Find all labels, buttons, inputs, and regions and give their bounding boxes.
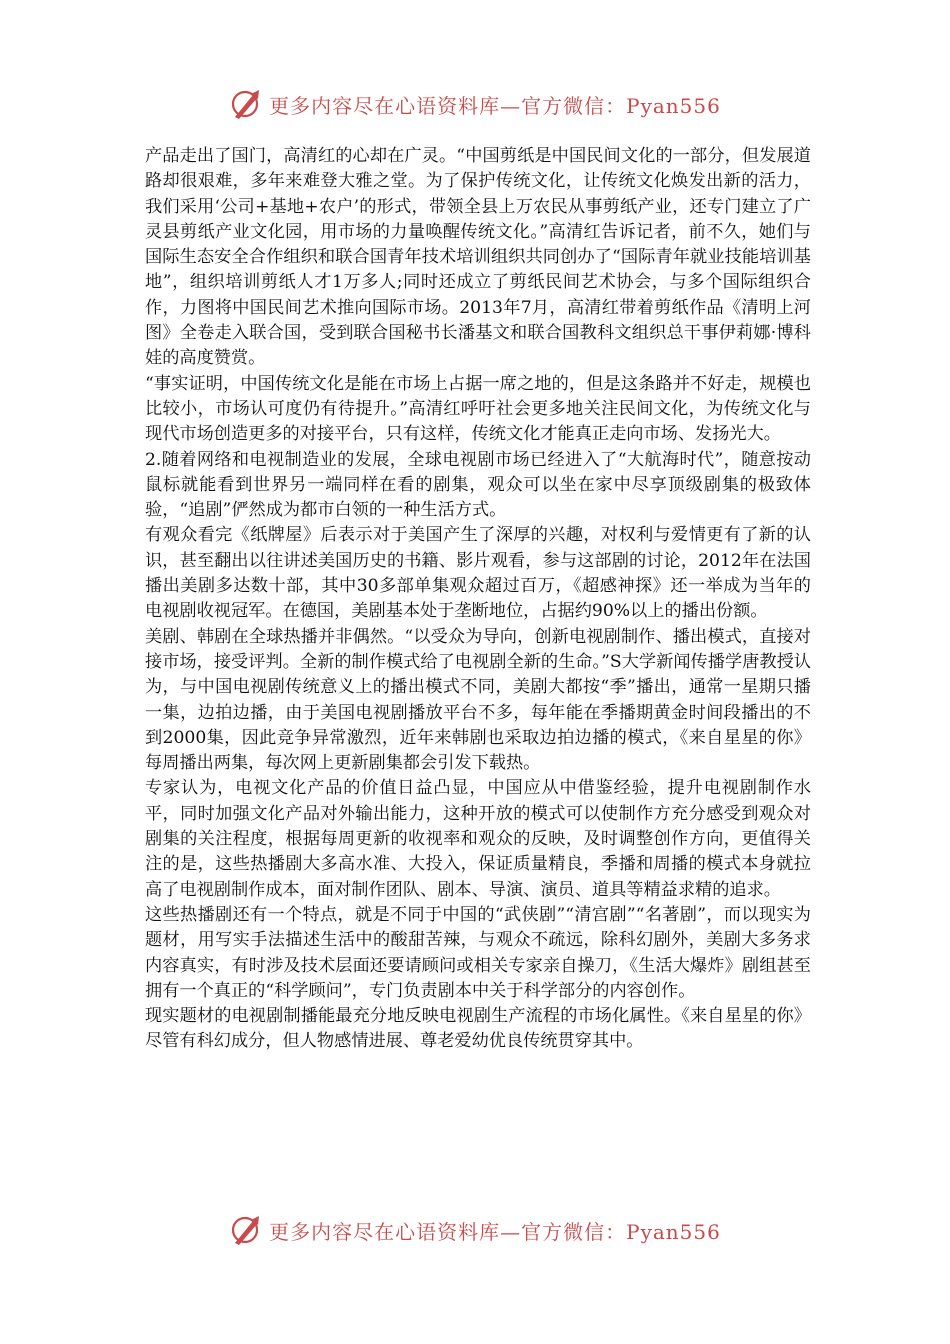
- paragraph: 专家认为，电视文化产品的价值日益凸显，中国应从中借鉴经验，提升电视剧制作水平，同时加强文化产品对外输出能力，这种开放的模式可以使制作方充分感受到观众对剧集的关注程度，根据每周更新的收视率和观众的反映，及时调整创作方向，更值得关注的是，这些热播剧大多高水准、大投入，保证质量精良，季播和周播的模式本身就拉高了电视剧制作成本，面对制作团队、剧本、导演、演员、道具等精益求精的追求。: [145, 778, 811, 900]
- paragraph: 现实题材的电视剧制播能最充分地反映电视剧生产流程的市场化属性。《来自星星的你》尽管有科幻成分，但人物感情进展、尊老爱幼优良传统贯穿其中。: [145, 1006, 811, 1052]
- paragraph: “事实证明，中国传统文化是能在市场上占据一席之地的，但是这条路并不好走，规模也比较小，市场认可度仍有待提升。”高清红呼吁社会更多地关注民间文化，为传统文化与现代市场创造更多的对接平台，只有这样，传统文化才能真正走向市场、发扬光大。: [145, 373, 811, 445]
- paragraph: 美剧、韩剧在全球热播并非偶然。“以受众为导向，创新电视剧制作、播出模式，直接对接市场，接受评判。全新的制作模式给了电视剧全新的生命。”S大学新闻传播学唐教授认为，与中国电视剧传统意义上的播出模式不同，美剧大都按“季”播出，通常一星期只播一集，边拍边播，由于美国电视剧播放平台不多，每年能在季播期黄金时间段播出的不到2000集，因此竞争异常激烈，近年来韩剧也采取边拍边播的模式，《来自星星的你》每周播出两集，每次网上更新剧集都会引发下载热。: [145, 626, 811, 774]
- paragraph: 产品走出了国门，高清红的心却在广灵。“中国剪纸是中国民间文化的一部分，但发展道路却很艰难，多年来难登大雅之堂。为了保护传统文化，让传统文化焕发出新的活力，我们采用‘公司+基地+农户’的形式，带领全县上万农民从事剪纸产业，还专门建立了广灵县剪纸产业文化园，用市场的力量唤醒传统文化。”高清红告诉记者，前不久，她们与国际生态安全合作组织和联合国青年技术培训组织共同创办了“国际青年就业技能培训基地”，组织培训剪纸人才1万多人;同时还成立了剪纸民间艺术协会，与多个国际组织合作，力图将中国民间艺术推向国际市场。2013年7月，高清红带着剪纸作品《清明上河图》全卷走入联合国，受到联合国秘书长潘基文和联合国教科文组织总干事伊莉娜·博科娃的高度赞赏。: [145, 146, 811, 369]
- footer-watermark-text: 更多内容尽在心语资料库—官方微信：Pyan556: [269, 1219, 721, 1244]
- paragraph: 这些热播剧还有一个特点，就是不同于中国的“武侠剧”“清宫剧”“名著剧”，而以现实为题材，用写实手法描述生活中的酸甜苦辣，与观众不疏远，除科幻剧外，美剧大多务求内容真实，有时涉及技术层面还要请顾问或相关专家亲自操刀，《生活大爆炸》剧组甚至拥有一个真正的“科学顾问”，专门负责剧本中关于科学部分的内容创作。: [145, 904, 811, 1001]
- footer-watermark: [0, 1210, 950, 1250]
- pen-logo-icon: [229, 1213, 263, 1247]
- header-watermark-text: 更多内容尽在心语资料库—官方微信：Pyan556: [269, 93, 721, 118]
- header-watermark: [0, 84, 950, 124]
- pen-logo-icon: [229, 87, 263, 121]
- paragraph: 有观众看完《纸牌屋》后表示对于美国产生了深厚的兴趣，对权利与爱情更有了新的认识，甚至翻出以往讲述美国历史的书籍、影片观看，参与这部剧的讨论，2012年在法国播出美剧多达数十部，其中30多部单集观众超过百万，《超感神探》还一举成为当年的电视剧收视冠军。在德国，美剧基本处于垄断地位，占据约90%以上的播出份额。: [145, 525, 811, 622]
- paragraph: 2.随着网络和电视制造业的发展，全球电视剧市场已经进入了“大航海时代”，随意按动鼠标就能看到世界另一端同样在看的剧集，观众可以坐在家中尽享顶级剧集的极致体验，“追剧”俨然成为都市白领的一种生活方式。: [145, 449, 811, 521]
- article-body: [145, 144, 811, 1055]
